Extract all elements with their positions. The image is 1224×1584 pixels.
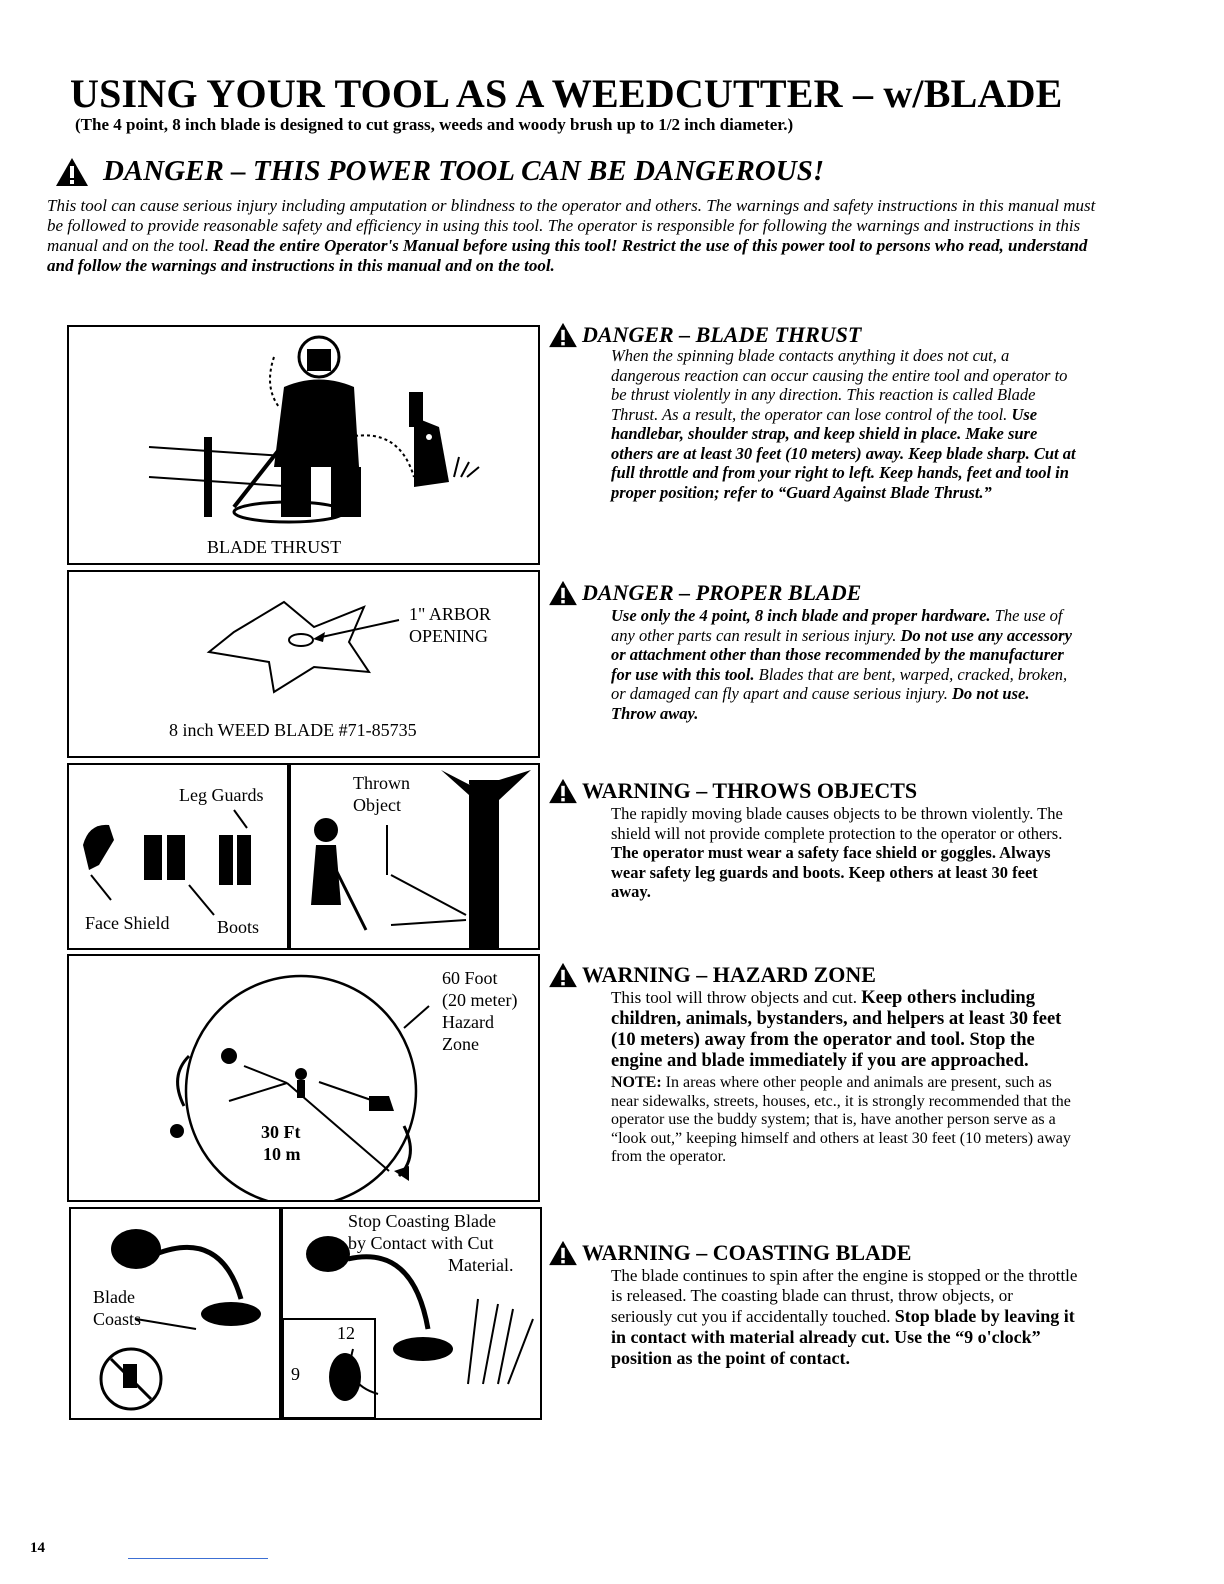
- proper-blade-heading-text: DANGER – PROPER BLADE: [582, 580, 862, 605]
- hazard-zone-note-label: NOTE:: [611, 1074, 662, 1091]
- proper-blade-b2: Do not use any accessory or attachment other than those recommended by the manufacturer for use with this tool.: [611, 625, 1072, 684]
- blade-coasts-label-2: Coasts: [93, 1309, 142, 1329]
- intro-paragraph: [47, 196, 1097, 276]
- stop-coasting-label-3: Material.: [448, 1255, 514, 1275]
- blade-thrust-lead: When the spinning blade contacts anything it does not cut, a dangerous reaction can occur causing the entire tool and operator to be thrust violently in any direction. This reaction is called Blade Thrust. As a result, the operator can lose control of the tool.: [611, 346, 1068, 424]
- intro-plain: This tool can cause serious injury including amputation or blindness to the operator and others. The warnings and safety instructions in this manual must be followed to provide reasonable safety and efficiency in using this tool. The operator is responsible for following the warnings and instructions in this manual and on the tool.: [47, 196, 1096, 255]
- stop-coasting-label-2: by Contact with Cut: [348, 1233, 494, 1253]
- distance-label-ft: 30 Ft: [261, 1122, 301, 1142]
- section-throws-objects: [548, 778, 1078, 902]
- face-shield-label: Face Shield: [85, 913, 170, 933]
- proper-blade-b1: Use only the 4 point, 8 inch blade and proper hardware.: [611, 606, 991, 625]
- clock-label-12: 12: [337, 1323, 355, 1343]
- blade-coasts-label-1: Blade: [93, 1287, 135, 1307]
- danger-heading-text: DANGER – THIS POWER TOOL CAN BE DANGEROUS!: [103, 155, 825, 187]
- hazard-zone-label-4: Zone: [442, 1034, 479, 1054]
- hazard-zone-label-2: (20 meter): [442, 990, 518, 1010]
- boots-label: Boots: [217, 917, 260, 937]
- hazard-zone-note-text: In areas where other people and animals are present, such as near sidewalks, streets, houses, etc., it is strongly recommended that the operator use the buddy system; that is, have another person serve as a “look out,” keeping himself and others at least 30 feet (10 meters) away from the operator.: [611, 1074, 1071, 1165]
- distance-label-m: 10 m: [263, 1144, 301, 1164]
- coasting-blade-b1: Stop blade by leaving it in contact with material already cut. Use the “9 o'clock” position as the point of contact.: [611, 1306, 1075, 1368]
- section-coasting-blade: [548, 1240, 1078, 1369]
- blade-thrust-illustration: [69, 327, 538, 563]
- figure-blade-coasts: [69, 1207, 281, 1420]
- thrown-object-illustration: [291, 765, 538, 948]
- figure-weed-blade: [67, 570, 540, 758]
- coasting-blade-body: [611, 1266, 1078, 1369]
- warning-triangle-icon: [548, 580, 578, 606]
- intro-bold: Read the entire Operator's Manual before using this tool! Restrict the use of this power tool to persons who read, understand and follow the warnings and instructions in this manual and on the tool.: [47, 236, 1088, 275]
- arbor-label-2: OPENING: [409, 626, 488, 646]
- blade-thrust-bold: Use handlebar, shoulder strap, and keep shield in place. Make sure others are at least 30 feet (10 meters) away. Keep blade sharp. Cut at full throttle and from your right to left. Keep hands, feet and tool in proper position; refer to “Guard Against Blade Thrust.”: [611, 404, 1076, 502]
- leg-guards-label: Leg Guards: [179, 785, 264, 805]
- coasting-blade-heading-text: WARNING – COASTING BLADE: [582, 1240, 912, 1265]
- page-title: USING YOUR TOOL AS A WEEDCUTTER – w/BLADE: [70, 71, 1063, 116]
- footer-rule: [128, 1558, 268, 1559]
- proper-blade-t2: Blades that are bent, warped, cracked, broken, or damaged can fly apart and cause serious injury.: [611, 664, 1068, 703]
- section-hazard-zone-heading: [548, 962, 1078, 988]
- danger-heading: [55, 155, 824, 188]
- section-coasting-blade-heading: [548, 1240, 1078, 1266]
- page-subtitle: (The 4 point, 8 inch blade is designed to cut grass, weeds and woody brush up to 1/2 inch diameter.): [75, 115, 794, 134]
- section-proper-blade-heading: [548, 580, 1078, 606]
- figure-hazard-zone: [67, 954, 540, 1202]
- coasting-blade-t1: The blade continues to spin after the engine is stopped or the throttle is released. The coasting blade can thrust, throw objects, or seriously cut you if accidentally touched.: [611, 1266, 1078, 1326]
- hazard-zone-b1: Keep others including children, animals, bystanders, and helpers at least 30 feet (10 meters) away from the operator and tool. Stop the engine and blade immediately if you are approached.: [611, 988, 1062, 1071]
- throws-objects-heading-text: WARNING – THROWS OBJECTS: [582, 778, 918, 803]
- hazard-zone-note: [611, 1074, 1078, 1167]
- caption-weed-blade: 8 inch WEED BLADE #71-85735: [169, 720, 417, 740]
- section-blade-thrust: [548, 322, 1078, 502]
- hazard-zone-body: [611, 988, 1078, 1072]
- figure-blade-thrust: [67, 325, 540, 565]
- thrown-label-2: Object: [353, 795, 401, 815]
- thrown-label-1: Thrown: [353, 773, 410, 793]
- warning-triangle-icon: [548, 1240, 578, 1266]
- throws-objects-body: [611, 804, 1078, 902]
- warning-triangle-icon: [548, 322, 578, 348]
- clock-label-9: 9: [291, 1364, 300, 1384]
- throws-objects-t1: The rapidly moving blade causes objects to be thrown violently. The shield will not provide complete protection to the operator or others.: [611, 804, 1063, 843]
- warning-triangle-icon: [55, 157, 89, 187]
- blade-thrust-heading-text: DANGER – BLADE THRUST: [582, 322, 862, 347]
- caption-blade-thrust: BLADE THRUST: [207, 537, 342, 557]
- section-hazard-zone: [548, 962, 1078, 1167]
- figure-protective-gear: [67, 763, 289, 950]
- section-proper-blade: [548, 580, 1078, 723]
- hazard-zone-label-3: Hazard: [442, 1012, 494, 1032]
- proper-blade-body: [611, 606, 1078, 723]
- figure-thrown-object: [289, 763, 540, 950]
- section-blade-thrust-heading: [548, 322, 1078, 348]
- arbor-label-1: 1" ARBOR: [409, 604, 491, 624]
- warning-triangle-icon: [548, 778, 578, 804]
- warning-triangle-icon: [548, 962, 578, 988]
- proper-blade-t1: The use of any other parts can result in serious injury.: [611, 606, 1063, 645]
- section-throws-objects-heading: [548, 778, 1078, 804]
- proper-blade-b3: Do not use. Throw away.: [611, 684, 1030, 723]
- hazard-zone-heading-text: WARNING – HAZARD ZONE: [582, 962, 876, 987]
- page-number: 14: [30, 1540, 45, 1556]
- hazard-zone-label-1: 60 Foot: [442, 968, 498, 988]
- hazard-zone-t1: This tool will throw objects and cut.: [611, 988, 862, 1007]
- stop-coasting-label-1: Stop Coasting Blade: [348, 1211, 496, 1231]
- throws-objects-b1: The operator must wear a safety face shield or goggles. Always wear safety leg guards and boots. Keep others at least 30 feet away.: [611, 843, 1051, 901]
- blade-thrust-body: [611, 346, 1078, 502]
- figure-stop-coasting: [281, 1207, 542, 1420]
